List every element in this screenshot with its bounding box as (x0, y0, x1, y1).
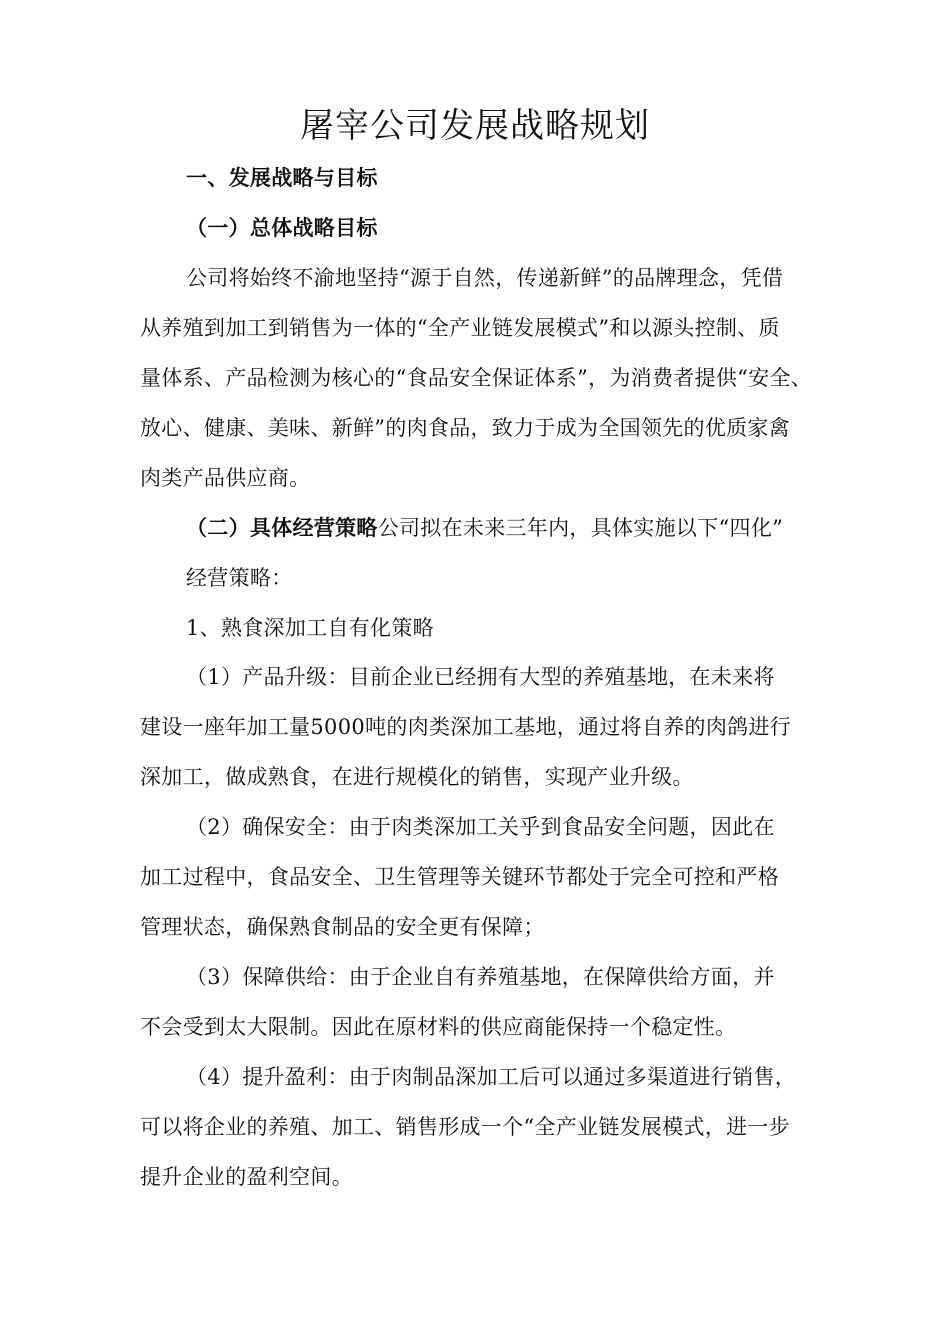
subsection-line (186, 513, 783, 543)
subsection-heading: （二）具体经营策略 (186, 516, 378, 540)
subsection-heading: （一）总体战略目标 (186, 216, 378, 240)
paragraph-line: 可以将企业的养殖、加工、销售形成一个“全产业链发展模式，进一步 (140, 1115, 791, 1139)
paragraph-line: 放心、健康、美味、新鲜”的肉食品，致力于成为全国领先的优质家禽 (140, 416, 791, 440)
section-heading: 一、发展战略与目标 (186, 166, 378, 190)
paragraph-line: 从养殖到加工到销售为一体的“全产业链发展模式”和以源头控制、质 (140, 316, 780, 340)
paragraph-line: 公司将始终不渝地坚持“源于自然，传递新鲜”的品牌理念，凭借 (186, 266, 784, 290)
paragraph-line: （1）产品升级：目前企业已经拥有大型的养殖基地，在未来将 (186, 665, 775, 689)
paragraph-line: （3）保障供给：由于企业自有养殖基地，在保障供给方面，并 (186, 965, 775, 989)
paragraph-line: 经营策略： (186, 566, 293, 590)
subsection-text: 公司拟在未来三年内，具体实施以下“四化” (377, 516, 784, 540)
paragraph-line: 加工过程中，食品安全、卫生管理等关键环节都处于完全可控和严格 (140, 865, 779, 889)
paragraph-line: 提升企业的盈利空间。 (140, 1165, 353, 1189)
paragraph-line: 建设一座年加工量5000吨的肉类深加工基地，通过将自养的肉鸽进行 (140, 715, 792, 739)
document-title: 屠宰公司发展战略规划 (300, 106, 650, 146)
paragraph-line: 肉类产品供应商。 (140, 466, 311, 490)
paragraph-line: 量体系、产品检测为核心的“食品安全保证体系”，为消费者提供“安全、 (140, 366, 813, 390)
paragraph-line: 不会受到太大限制。因此在原材料的供应商能保持一个稳定性。 (140, 1015, 737, 1039)
paragraph-line: 管理状态，确保熟食制品的安全更有保障； (140, 915, 545, 939)
paragraph-line: （2）确保安全：由于肉类深加工关乎到食品安全问题，因此在 (186, 815, 775, 839)
item-heading: 1、熟食深加工自有化策略 (186, 616, 434, 640)
paragraph-line: （4）提升盈利：由于肉制品深加工后可以通过多渠道进行销售， (186, 1065, 797, 1089)
paragraph-line: 深加工，做成熟食，在进行规模化的销售，实现产业升级。 (140, 765, 694, 789)
